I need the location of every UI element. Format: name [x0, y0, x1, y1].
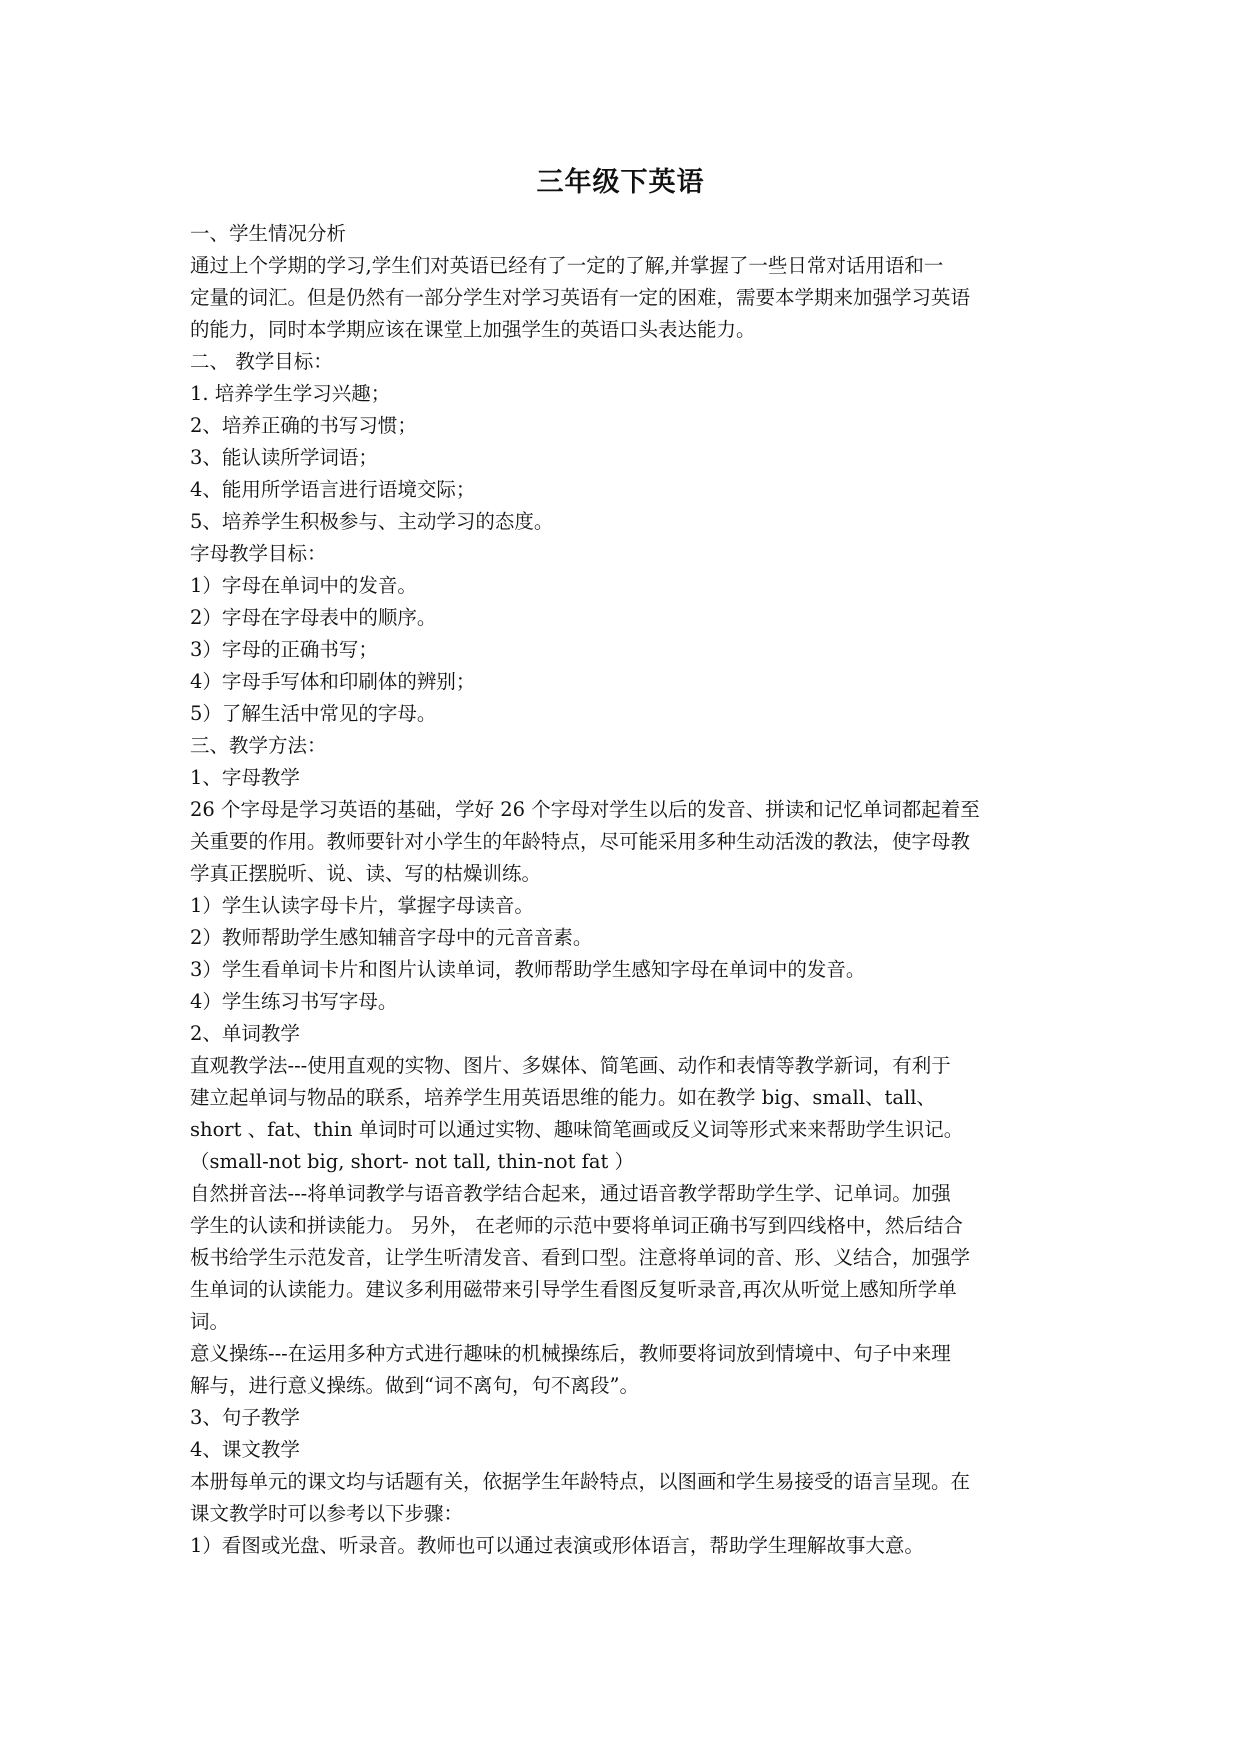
text-line: 课文教学时可以参考以下步骤：: [190, 1502, 464, 1525]
text-line: 2、单词教学: [190, 1022, 300, 1045]
text-line: 字母教学目标：: [190, 542, 327, 565]
text-line: 的能力，同时本学期应该在课堂上加强学生的英语口头表达能力。: [190, 318, 756, 341]
text-line: 板书给学生示范发音，让学生听清发音、看到口型。注意将单词的音、形、义结合，加强学: [190, 1246, 971, 1269]
text-line: 26 个字母是学习英语的基础，学好 26 个字母对学生以后的发音、拼读和记忆单词都起着至: [190, 798, 980, 821]
text-line: 1. 培养学生学习兴趣；: [190, 382, 391, 405]
text-line: 通过上个学期的学习,学生们对英语已经有了一定的了解,并掌握了一些日常对话用语和一: [190, 254, 944, 277]
text-line: 1）字母在单词中的发音。: [190, 574, 417, 597]
text-line: 1）看图或光盘、听录音。教师也可以通过表演或形体语言，帮助学生理解故事大意。: [190, 1534, 924, 1557]
text-line: 2）字母在字母表中的顺序。: [190, 606, 437, 629]
text-line: 5）了解生活中常见的字母。: [190, 702, 437, 725]
text-line: 4、课文教学: [190, 1438, 300, 1461]
text-line: 1、字母教学: [190, 766, 300, 789]
document-title: 三年级下英语: [536, 167, 705, 198]
text-line: 本册每单元的课文均与话题有关，依据学生年龄特点，以图画和学生易接受的语言呈现。在: [190, 1470, 971, 1493]
text-line: 2、培养正确的书写习惯；: [190, 414, 417, 437]
text-line: 二、 教学目标：: [190, 350, 333, 373]
text-line: 意义操练---在运用多种方式进行趣味的机械操练后，教师要将词放到情境中、句子中来理: [190, 1342, 951, 1365]
text-line: 4）字母手写体和印刷体的辨别；: [190, 670, 476, 693]
text-line: 建立起单词与物品的联系，培养学生用英语思维的能力。如在教学 big、small、tall、: [190, 1086, 936, 1109]
text-line: 3、能认读所学词语；: [190, 446, 378, 469]
text-line: 3、句子教学: [190, 1406, 300, 1429]
text-line: 1）学生认读字母卡片，掌握字母读音。: [190, 894, 534, 917]
text-line: 3）学生看单词卡片和图片认读单词，教师帮助学生感知字母在单词中的发音。: [190, 958, 866, 981]
document-body: [190, 218, 1075, 1562]
text-line: 三、教学方法：: [190, 734, 327, 757]
text-line: 4）学生练习书写字母。: [190, 990, 398, 1013]
text-line: 4、能用所学语言进行语境交际；: [190, 478, 476, 501]
text-line: 一、学生情况分析: [190, 222, 347, 245]
text-line: 词。: [190, 1310, 230, 1333]
text-line: 学生的认读和拼读能力。 另外， 在老师的示范中要将单词正确书写到四线格中，然后结合: [190, 1214, 963, 1237]
text-line: 自然拼音法---将单词教学与语音教学结合起来，通过语音教学帮助学生学、记单词。加强: [190, 1182, 951, 1205]
text-line: 5、培养学生积极参与、主动学习的态度。: [190, 510, 554, 533]
text-line: short 、fat、thin 单词时可以通过实物、趣味简笔画或反义词等形式来来帮助学生识记。: [190, 1118, 964, 1141]
text-line: 定量的词汇。但是仍然有一部分学生对学习英语有一定的困难，需要本学期来加强学习英语: [190, 286, 971, 309]
text-line: 学真正摆脱听、说、读、写的枯燥训练。: [190, 862, 542, 885]
text-line: 直观教学法---使用直观的实物、图片、多媒体、简笔画、动作和表情等教学新词，有利于: [190, 1054, 951, 1077]
text-line: （small-not big, short- not tall, thin-not fat ）: [190, 1150, 635, 1173]
text-line: 解与，进行意义操练。做到“词不离句，句不离段”。: [190, 1374, 639, 1397]
text-line: 2）教师帮助学生感知辅音字母中的元音音素。: [190, 926, 593, 949]
text-line: 关重要的作用。教师要针对小学生的年龄特点，尽可能采用多种生动活泼的教法，使字母教: [190, 830, 971, 853]
text-line: 3）字母的正确书写；: [190, 638, 378, 661]
text-line: 生单词的认读能力。建议多利用磁带来引导学生看图反复听录音,再次从听觉上感知所学单: [190, 1278, 957, 1301]
